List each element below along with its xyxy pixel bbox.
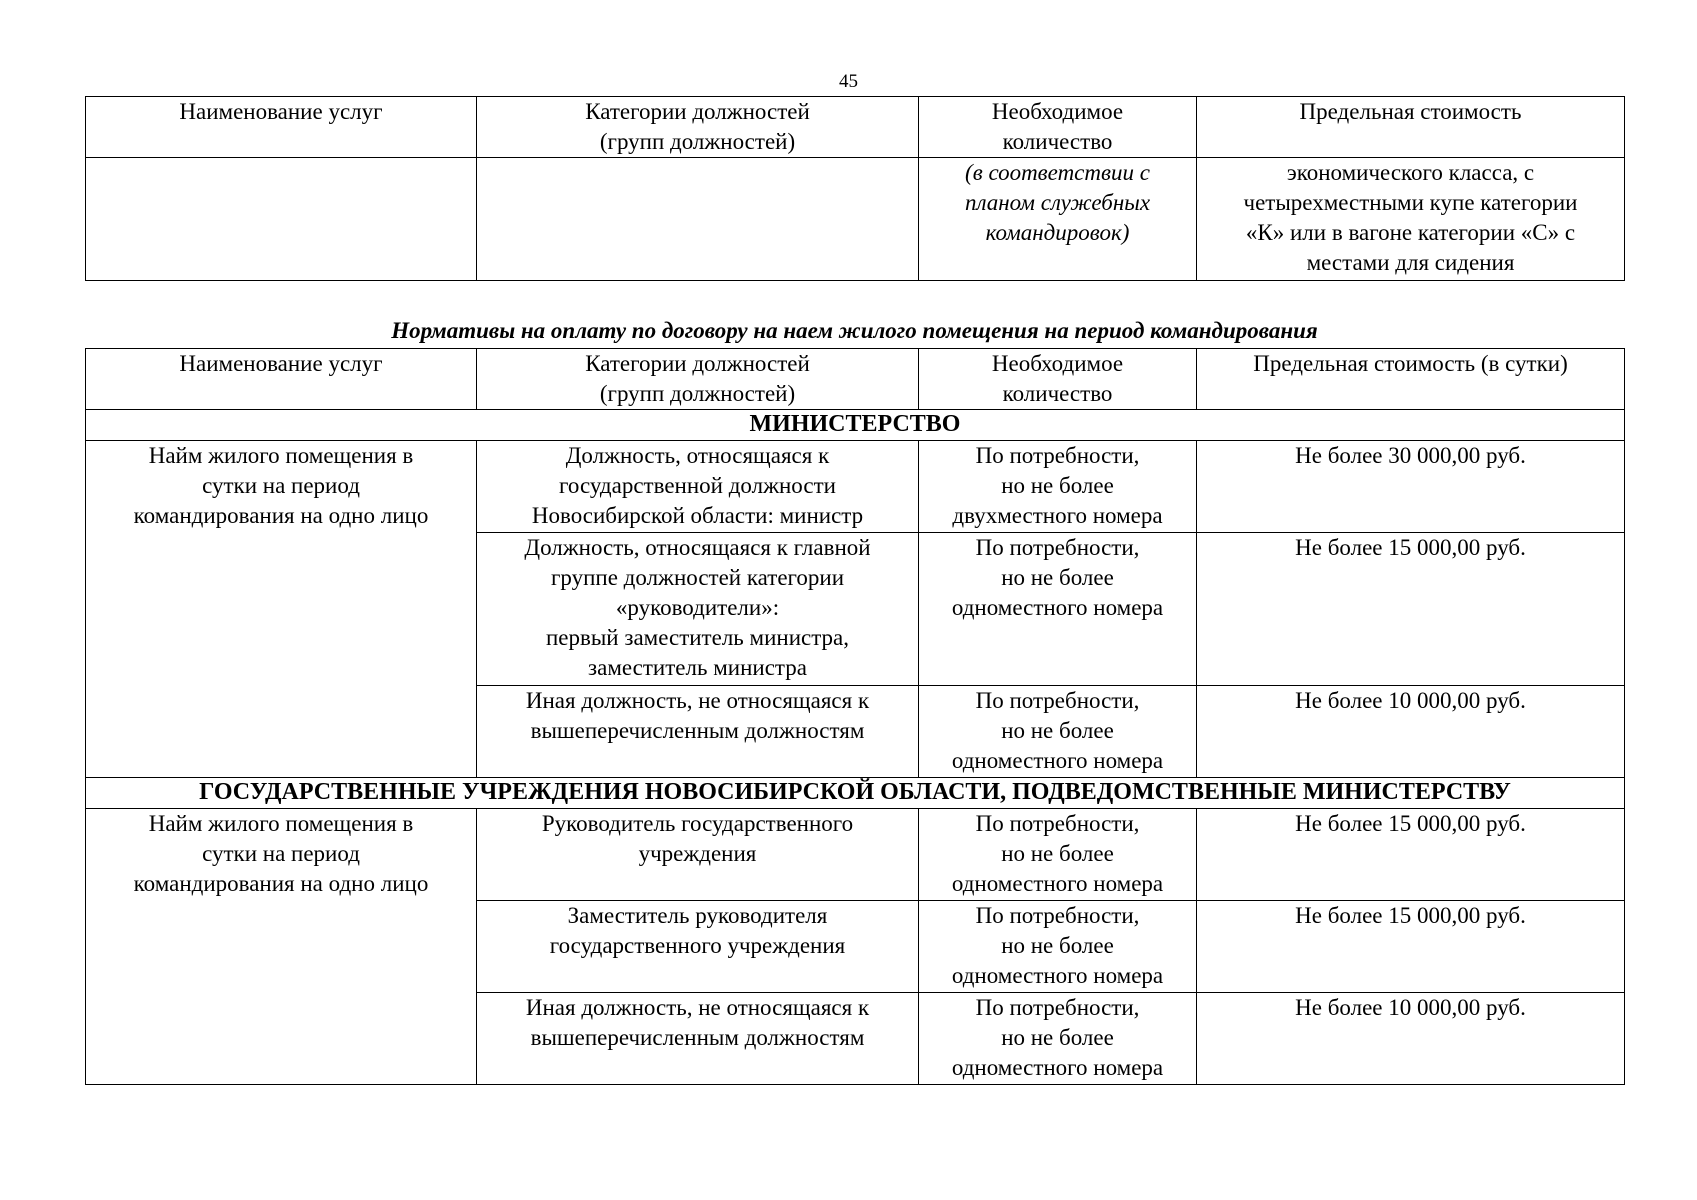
- cell-cost: Не более 15 000,00 руб.: [1197, 901, 1625, 993]
- section-heading-row: [86, 410, 1625, 441]
- cell-category: [477, 158, 919, 281]
- section-heading-row: [86, 778, 1625, 809]
- header-category: Категории должностей (групп должностей): [477, 349, 919, 410]
- transport-norms-table-continuation: [85, 96, 1625, 281]
- cell-quantity: По потребности, но не более одноместного номера: [919, 533, 1197, 686]
- cell-cost: Не более 30 000,00 руб.: [1197, 441, 1625, 533]
- cell-quantity: По потребности, но не более двухместного номера: [919, 441, 1197, 533]
- cell-service: Найм жилого помещения в сутки на период командирования на одно лицо: [86, 809, 477, 1085]
- table-row: [86, 809, 1625, 901]
- cell-cost: экономического класса, с четырехместными купе категории «К» или в вагоне категории «С» с местами для сидения: [1197, 158, 1625, 281]
- table-header-row: [86, 349, 1625, 410]
- cell-cost: Не более 10 000,00 руб.: [1197, 686, 1625, 778]
- section-heading-ministry: МИНИСТЕРСТВО: [86, 410, 1625, 441]
- header-cost: Предельная стоимость: [1197, 97, 1625, 158]
- cell-category: Должность, относящаяся к главной группе должностей категории «руководители»: первый заместитель министра, заместитель министра: [477, 533, 919, 686]
- cell-service: Найм жилого помещения в сутки на период командирования на одно лицо: [86, 441, 477, 778]
- header-service: Наименование услуг: [86, 349, 477, 410]
- cell-quantity: По потребности, но не более одноместного номера: [919, 686, 1197, 778]
- cell-cost: Не более 15 000,00 руб.: [1197, 809, 1625, 901]
- cell-category: Иная должность, не относящаяся к вышеперечисленным должностям: [477, 686, 919, 778]
- table-header-row: [86, 97, 1625, 158]
- table-row: [86, 158, 1625, 281]
- cell-quantity: (в соответствии с планом служебных командировок): [919, 158, 1197, 281]
- cell-quantity: По потребности, но не более одноместного номера: [919, 809, 1197, 901]
- housing-norms-table: [85, 348, 1625, 1085]
- header-quantity: Необходимое количество: [919, 97, 1197, 158]
- cell-category: Руководитель государственного учреждения: [477, 809, 919, 901]
- cell-cost: Не более 10 000,00 руб.: [1197, 993, 1625, 1085]
- cell-category: Иная должность, не относящаяся к вышеперечисленным должностям: [477, 993, 919, 1085]
- cell-category: Должность, относящаяся к государственной должности Новосибирской области: министр: [477, 441, 919, 533]
- table-row: [86, 441, 1625, 533]
- cell-category: Заместитель руководителя государственного учреждения: [477, 901, 919, 993]
- cell-quantity: По потребности, но не более одноместного номера: [919, 993, 1197, 1085]
- cell-quantity: По потребности, но не более одноместного номера: [919, 901, 1197, 993]
- section-heading-institutions: ГОСУДАРСТВЕННЫЕ УЧРЕЖДЕНИЯ НОВОСИБИРСКОЙ ОБЛАСТИ, ПОДВЕДОМСТВЕННЫЕ МИНИСТЕРСТВУ: [86, 778, 1625, 809]
- header-cost: Предельная стоимость (в сутки): [1197, 349, 1625, 410]
- page-number: 45: [839, 71, 858, 92]
- section-title: Нормативы на оплату по договору на наем жилого помещения на период командирования: [391, 318, 1318, 343]
- cell-cost: Не более 15 000,00 руб.: [1197, 533, 1625, 686]
- header-service: Наименование услуг: [86, 97, 477, 158]
- cell-service: [86, 158, 477, 281]
- header-quantity: Необходимое количество: [919, 349, 1197, 410]
- header-category: Категории должностей (групп должностей): [477, 97, 919, 158]
